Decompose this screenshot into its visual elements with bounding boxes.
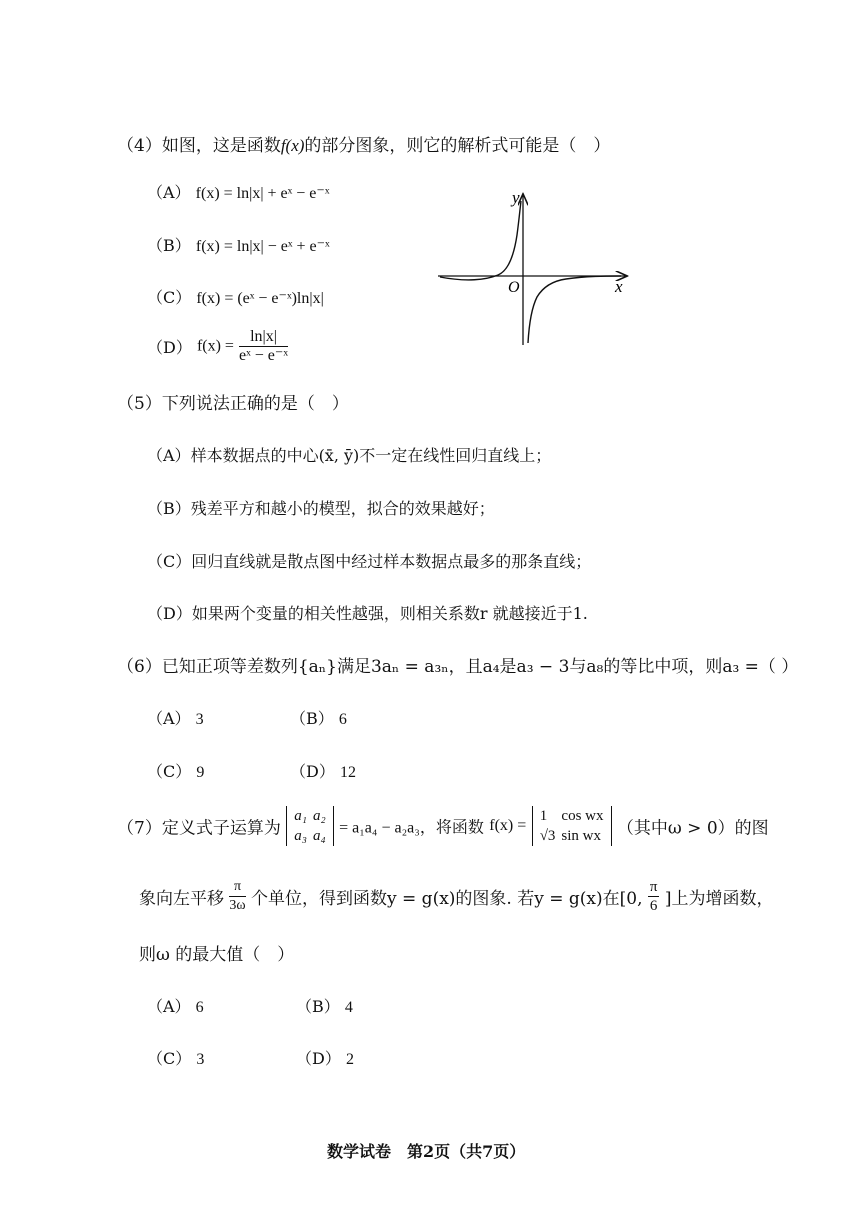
q4-option-c: （C） f(x) = (eˣ − e⁻ˣ)ln|x| bbox=[147, 288, 324, 307]
q7-determinant-function: 1 cos wx √3 sin wx bbox=[532, 806, 612, 846]
q7-option-a: （A） 6 bbox=[147, 997, 204, 1016]
origin-label: O bbox=[508, 279, 520, 296]
q4-option-d: （D） f(x) = $\frac{\ln|x|}{\text{eˣ − e⁻ˣ}}$ bbox=[147, 328, 288, 364]
q7-line-2: 象向左平移 $\frac{\pi}{3\omega}$ 个单位，得到函数y = g(x)的图象. 若y = g(x)在[0, $\frac{\pi}{6}$ ]上为增函数， bbox=[139, 879, 774, 914]
q6-option-a: （A） 3 bbox=[147, 709, 204, 728]
q7-option-b: （B） 4 bbox=[296, 997, 353, 1016]
q7-shift-fraction: $\frac{\pi}{3\omega}$ bbox=[229, 879, 246, 913]
q4-option-a: （A） f(x) = ln|x| + eˣ − e⁻ˣ bbox=[147, 183, 330, 202]
q5-option-d: （D）如果两个变量的相关性越强，则相关系数r 就越接近于1. bbox=[147, 604, 588, 623]
left-branch-curve bbox=[440, 201, 521, 280]
q6-stem: （6）已知正项等差数列{aₙ}满足3aₙ = a₃ₙ，且a₄是a₃ − 3与a₈的等比中项，则a₃ =（ ） bbox=[117, 657, 799, 677]
q7-interval-fraction: $\frac{\pi}{6}$ bbox=[649, 879, 658, 914]
y-axis-label: y bbox=[512, 188, 520, 207]
q4-option-d-fraction: $\frac{\ln|x|}{\text{eˣ − e⁻ˣ}}$ bbox=[239, 328, 288, 364]
q7-option-d: （D） 2 bbox=[296, 1049, 354, 1068]
x-axis-label: x bbox=[615, 277, 623, 296]
q5-option-b: （B）残差平方和越小的模型，拟合的效果越好； bbox=[147, 499, 495, 518]
q7-line-3: 则ω 的最大值（ ） bbox=[139, 945, 295, 965]
q6-option-b: （B） 6 bbox=[290, 709, 347, 728]
q7-option-c: （C） 3 bbox=[147, 1049, 205, 1068]
q4-stem: （4）如图，这是函数f(x)的部分图象，则它的解析式可能是（ ） bbox=[117, 136, 611, 156]
q6-option-d: （D） 12 bbox=[290, 762, 356, 781]
q4-option-b: （B） f(x) = ln|x| − eˣ + e⁻ˣ bbox=[147, 236, 330, 255]
page-footer: 数学试卷 第2页（共7页） bbox=[327, 1142, 526, 1161]
q5-stem: （5）下列说法正确的是（ ） bbox=[117, 394, 349, 414]
q6-option-c: （C） 9 bbox=[147, 762, 205, 781]
q7-determinant-definition: a₁ a₂ a₃ a₄ bbox=[286, 806, 333, 846]
q4-function-graph bbox=[436, 185, 636, 350]
q5-option-c: （C）回归直线就是散点图中经过样本数据点最多的那条直线； bbox=[147, 552, 592, 571]
q7-line-1: （7）定义式子运算为 a₁ a₂ a₃ a₄ = a₁a₄ − a₂a₃，将函数 f(x) = 1 cos wx √3 sin wx （其中ω > 0）的图 bbox=[117, 808, 769, 844]
right-branch-curve bbox=[528, 276, 621, 343]
q5-option-a: （A）样本数据点的中心(x̄, ȳ)不一定在线性回归直线上； bbox=[147, 446, 552, 465]
